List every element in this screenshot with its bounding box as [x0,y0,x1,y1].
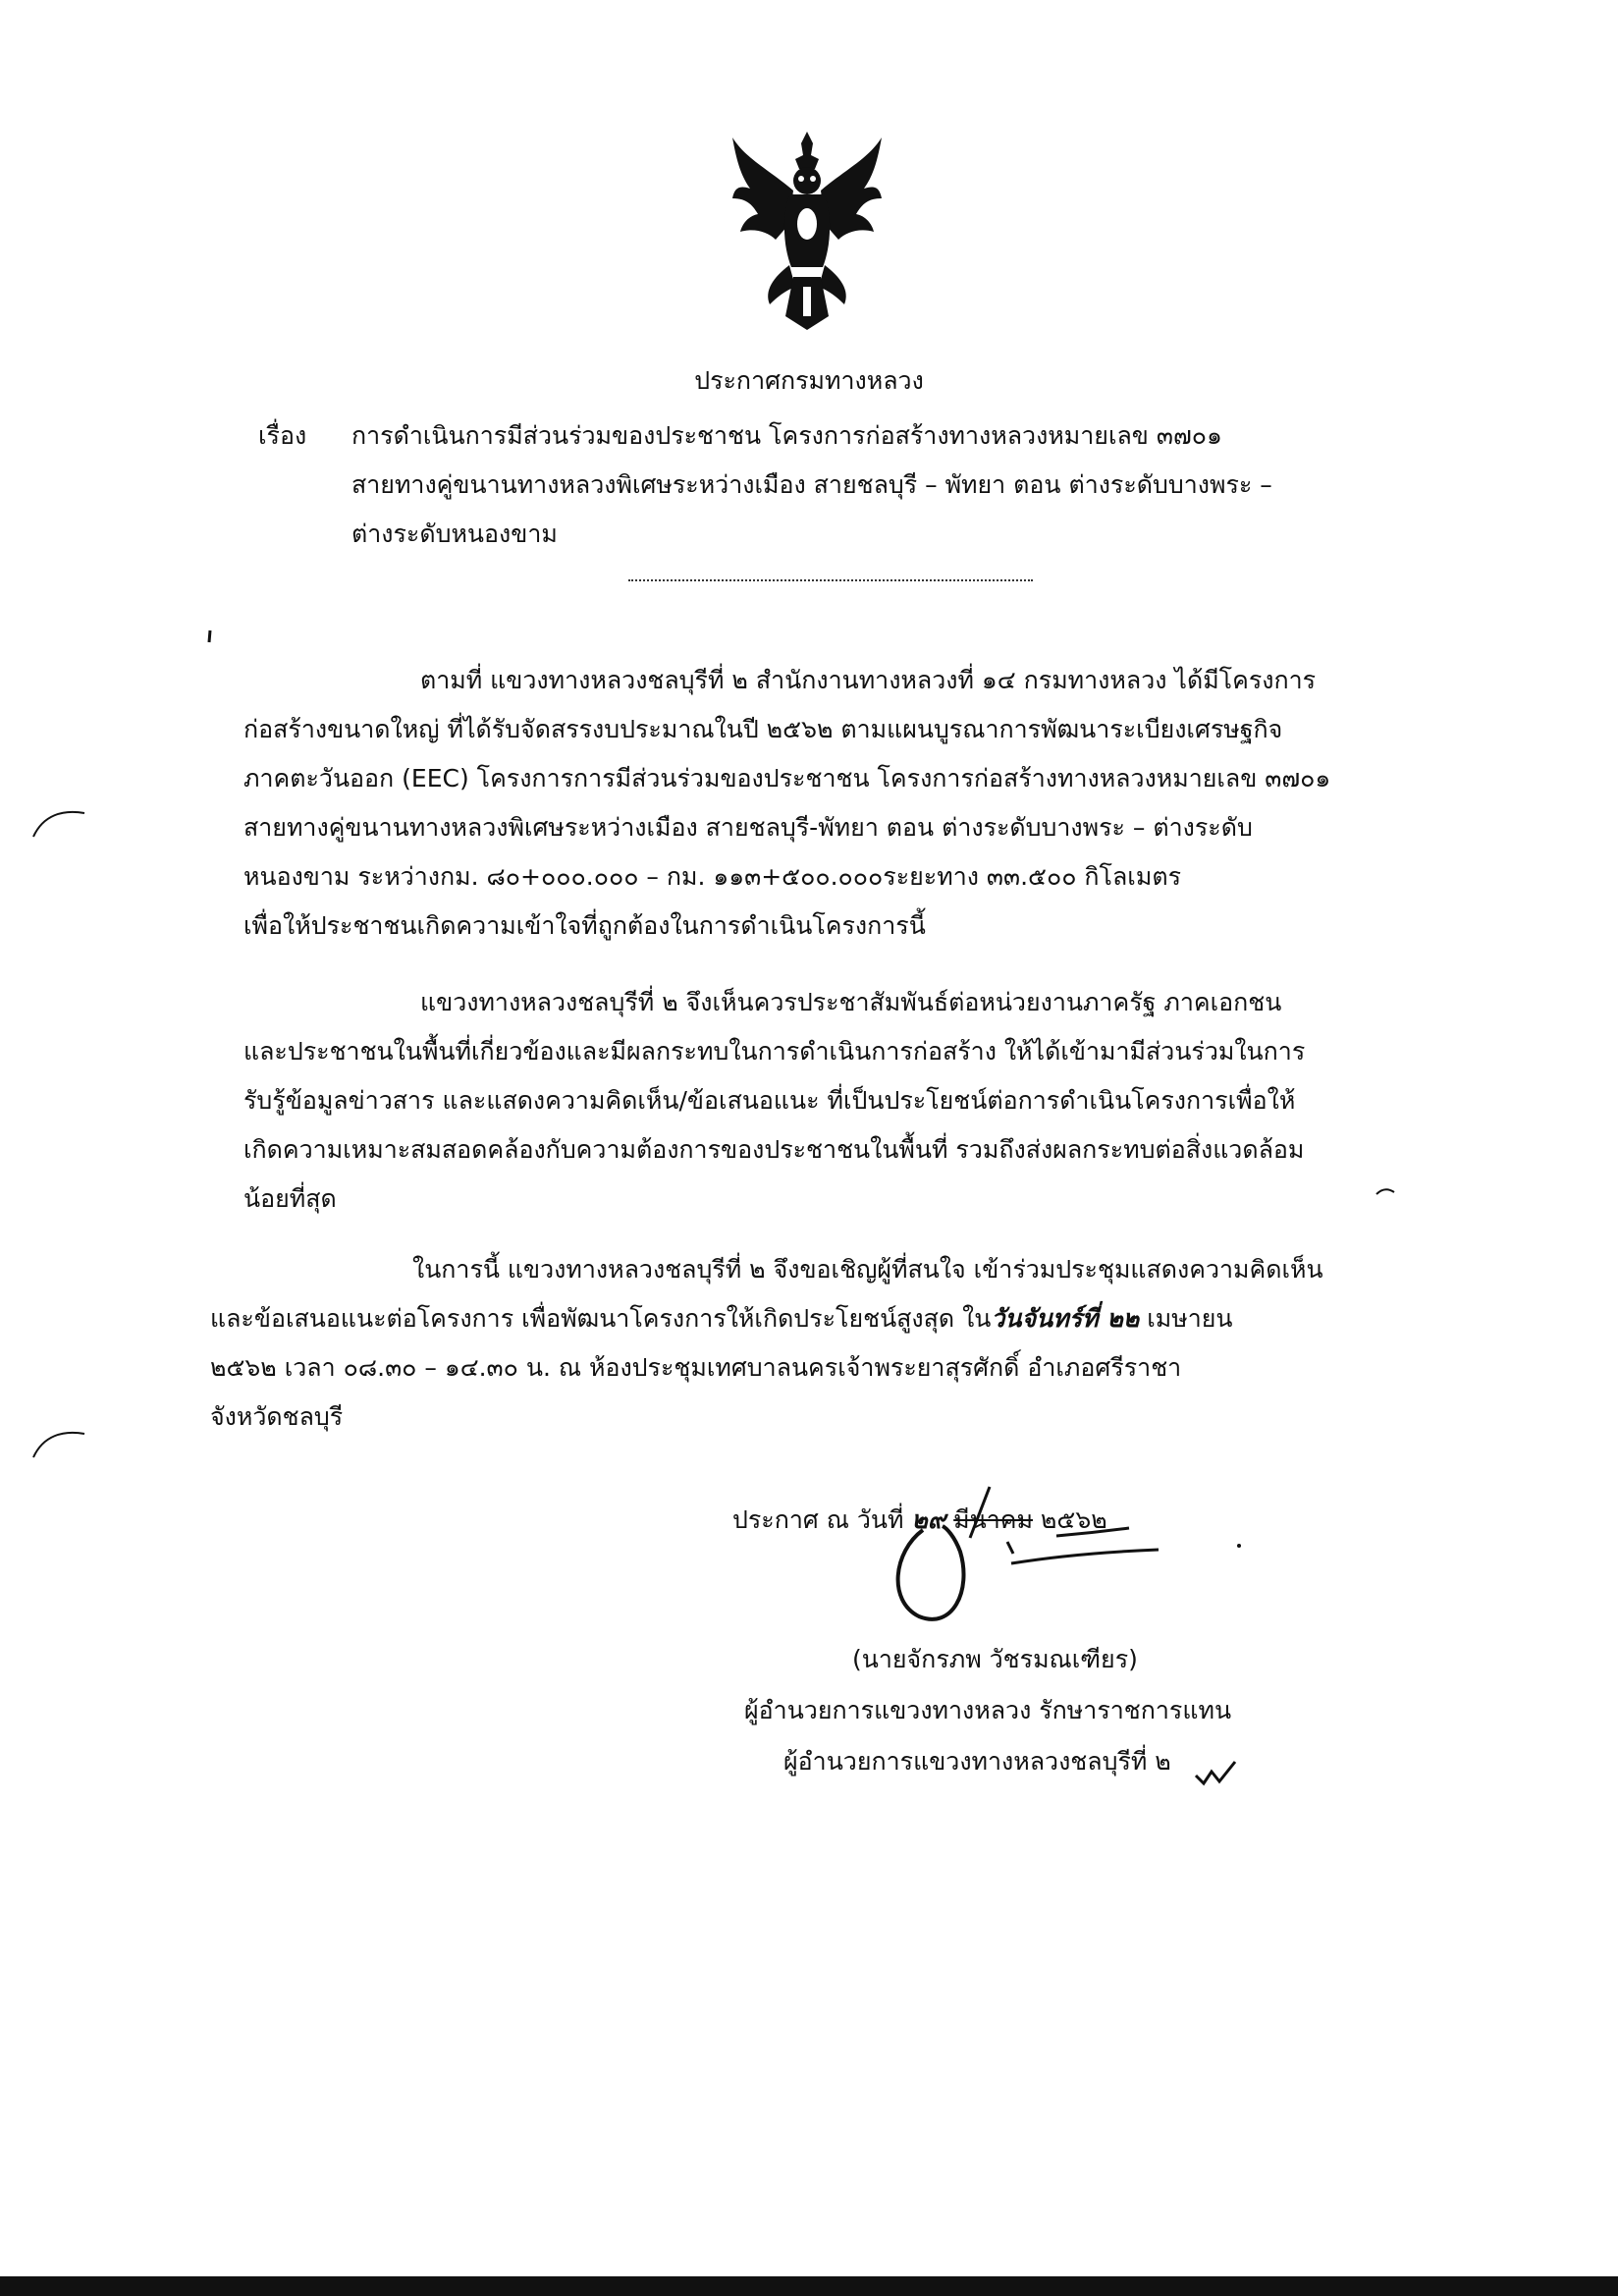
handwritten-date: วันจันทร์ที่ ๒๒ [991,1304,1140,1333]
date-prefix: ประกาศ ณ วันที่ [732,1505,912,1534]
paragraph-line: รับรู้ข้อมูลข่าวสาร และแสดงความคิดเห็น/ข้อเสนอแนะ ที่เป็นประโยชน์ต่อการดำเนินโครงการเพื่อให้ [243,1086,1296,1115]
initials-mark-icon [1194,1758,1237,1787]
dotted-divider [628,579,1033,581]
paragraph-line: ในการนี้ แขวงทางหลวงชลบุรีที่ ๒ จึงขอเชิญผู้ที่สนใจ เข้าร่วมประชุมแสดงความคิดเห็น [412,1255,1323,1284]
subject-label: เรื่อง [258,421,307,450]
paragraph-text: เมษายน [1139,1304,1233,1333]
subject-line: สายทางคู่ขนานทางหลวงพิเศษระหว่างเมือง สายชลบุรี – พัทยา ตอน ต่างระดับบางพระ – [351,470,1272,499]
subject-line: การดำเนินการมีส่วนร่วมของประชาชน โครงการก่อสร้างทางหลวงหมายเลข ๓๗๐๑ [351,421,1222,450]
scan-mark-icon [1375,1184,1398,1200]
body-paragraph-3 [210,1245,1323,1442]
paragraph-line: ก่อสร้างขนาดใหญ่ ที่ได้รับจัดสรรงบประมาณในปี ๒๕๖๒ ตามแผนบูรณาการพัฒนาระเบียงเศรษฐกิจ [243,715,1283,743]
scan-mark-icon [29,805,88,841]
paragraph-line: ภาคตะวันออก (EEC) โครงการการมีส่วนร่วมของประชาชน โครงการก่อสร้างทางหลวงหมายเลข ๓๗๐๑ [243,764,1331,793]
paragraph-line: น้อยที่สุด [243,1184,337,1213]
scan-mark-icon [204,629,216,644]
body-paragraph-2 [243,978,1305,1224]
paragraph-line: เพื่อให้ประชาชนเกิดความเข้าใจที่ถูกต้องในการดำเนินโครงการนี้ [243,911,926,940]
paragraph-line: ๒๕๖๒ เวลา ๐๘.๓๐ – ๑๔.๓๐ น. ณ ห้องประชุมเทศบาลนครเจ้าพระยาสุรศักดิ์ อำเภอศรีราชา [210,1353,1182,1382]
paragraph-line: ตามที่ แขวงทางหลวงชลบุรีที่ ๒ สำนักงานทางหลวงที่ ๑๔ กรมทางหลวง ได้มีโครงการ [420,666,1317,694]
paragraph-line: แขวงทางหลวงชลบุรีที่ ๒ จึงเห็นควรประชาสัมพันธ์ต่อหน่วยงานภาครัฐ ภาคเอกชน [420,988,1282,1016]
date-year: ๒๕๖๒ [1032,1505,1107,1534]
scan-mark-icon [29,1426,88,1461]
garuda-emblem-icon [728,130,886,332]
paragraph-line: หนองขาม ระหว่างกม. ๘๐+๐๐๐.๐๐๐ – กม. ๑๑๓+๕๐๐.๐๐๐ระยะทาง ๓๓.๕๐๐ กิโลเมตร [243,862,1181,891]
paragraph-line: จังหวัดชลบุรี [210,1402,344,1431]
scan-edge-bar [0,2276,1618,2296]
handwritten-day: ๒๙ [911,1505,946,1534]
paragraph-line: และประชาชนในพื้นที่เกี่ยวข้องและมีผลกระทบในการดำเนินการก่อสร้าง ให้ได้เข้ามามีส่วนร่วมในการ [243,1037,1306,1066]
signatory-position: ผู้อำนวยการแขวงทางหลวงชลบุรีที่ ๒ [783,1747,1171,1776]
subject-line: ต่างระดับหนองขาม [351,519,558,548]
paragraph-line: สายทางคู่ขนานทางหลวงพิเศษระหว่างเมือง สายชลบุรี-พัทยา ตอน ต่างระดับบางพระ – ต่างระดับ [243,813,1253,842]
paragraph-text: และข้อเสนอแนะต่อโครงการ เพื่อพัฒนาโครงการให้เกิดประโยชน์สูงสุด ใน [210,1304,992,1333]
body-paragraph-1 [243,656,1330,951]
signatory-position: ผู้อำนวยการแขวงทางหลวง รักษาราชการแทน [744,1696,1232,1724]
signatory-name: (นายจักรภพ วัชรมณเฑียร) [852,1645,1138,1673]
announcement-title: ประกาศกรมทางหลวง [694,366,924,395]
struck-month: มีนาคม [953,1505,1033,1534]
paragraph-line [210,1294,1323,1343]
handwritten-signature-icon [864,1483,1276,1630]
paragraph-line: เกิดความเหมาะสมสอดคล้องกับความต้องการของประชาชนในพื้นที่ รวมถึงส่งผลกระทบต่อสิ่งแวดล้อม [243,1135,1305,1164]
